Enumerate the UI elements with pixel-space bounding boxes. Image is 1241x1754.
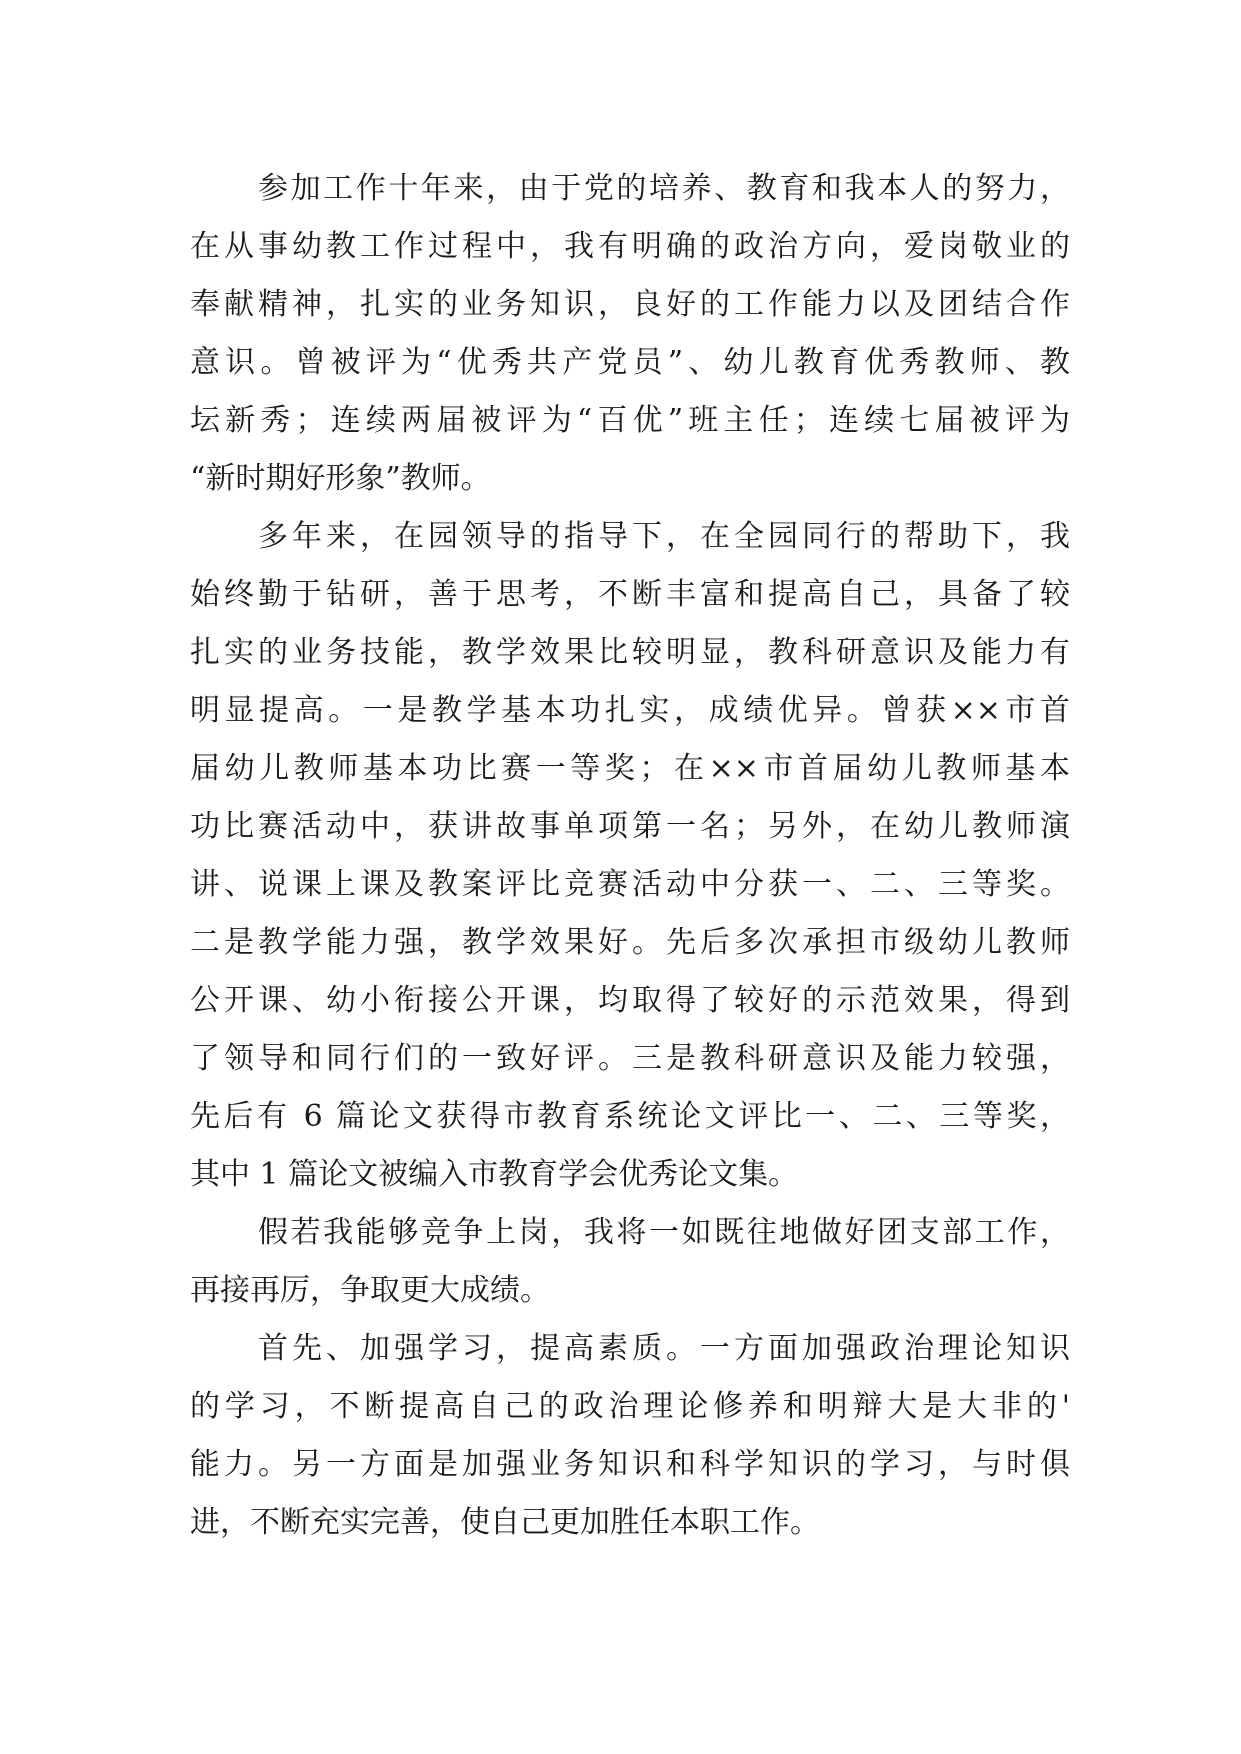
text-line: 公开课、幼小衔接公开课，均取得了较好的示范效果，得到 xyxy=(190,983,1070,1018)
text-line: 其中 1 篇论文被编入市教育学会优秀论文集。 xyxy=(190,1157,799,1192)
text-line: 能力。另一方面是加强业务知识和科学知识的学习，与时俱 xyxy=(190,1447,1070,1482)
text-line: 明显提高。一是教学基本功扎实，成绩优异。曾获××市首 xyxy=(190,693,1070,728)
text-line: 坛新秀；连续两届被评为“百优”班主任；连续七届被评为 xyxy=(190,403,1070,438)
document-page xyxy=(190,160,1070,1552)
text-line: 在从事幼教工作过程中，我有明确的政治方向，爱岗敬业的 xyxy=(190,229,1070,264)
text-line: 二是教学能力强，教学效果好。先后多次承担市级幼儿教师 xyxy=(190,925,1070,960)
paragraph-3 xyxy=(190,1204,1070,1320)
text-line: 首先、加强学习，提高素质。一方面加强政治理论知识 xyxy=(258,1331,1070,1366)
text-line: 始终勤于钻研，善于思考，不断丰富和提高自己，具备了较 xyxy=(190,577,1070,612)
text-line: 扎实的业务技能，教学效果比较明显，教科研意识及能力有 xyxy=(190,635,1070,670)
text-line: 功比赛活动中，获讲故事单项第一名；另外，在幼儿教师演 xyxy=(190,809,1070,844)
text-line: 奉献精神，扎实的业务知识，良好的工作能力以及团结合作 xyxy=(190,287,1070,322)
text-line: 再接再厉，争取更大成绩。 xyxy=(190,1273,550,1308)
paragraph-1 xyxy=(190,160,1070,508)
text-line: 届幼儿教师基本功比赛一等奖；在××市首届幼儿教师基本 xyxy=(190,751,1070,786)
text-line: 多年来，在园领导的指导下，在全园同行的帮助下，我 xyxy=(258,519,1070,554)
text-line: “新时期好形象”教师。 xyxy=(190,461,491,496)
text-line: 先后有 6 篇论文获得市教育系统论文评比一、二、三等奖， xyxy=(190,1099,1070,1134)
paragraph-2 xyxy=(190,508,1070,1204)
paragraph-4 xyxy=(190,1320,1070,1552)
text-line: 进，不断充实完善，使自己更加胜任本职工作。 xyxy=(190,1505,820,1540)
text-line: 了领导和同行们的一致好评。三是教科研意识及能力较强， xyxy=(190,1041,1070,1076)
text-line: 讲、说课上课及教案评比竞赛活动中分获一、二、三等奖。 xyxy=(190,867,1070,902)
text-line: 的学习，不断提高自己的政治理论修养和明辩大是大非的' xyxy=(190,1389,1070,1424)
text-line: 意识。曾被评为“优秀共产党员”、幼儿教育优秀教师、教 xyxy=(190,345,1070,380)
text-line: 参加工作十年来，由于党的培养、教育和我本人的努力， xyxy=(258,171,1070,206)
text-line: 假若我能够竞争上岗，我将一如既往地做好团支部工作， xyxy=(258,1215,1070,1250)
